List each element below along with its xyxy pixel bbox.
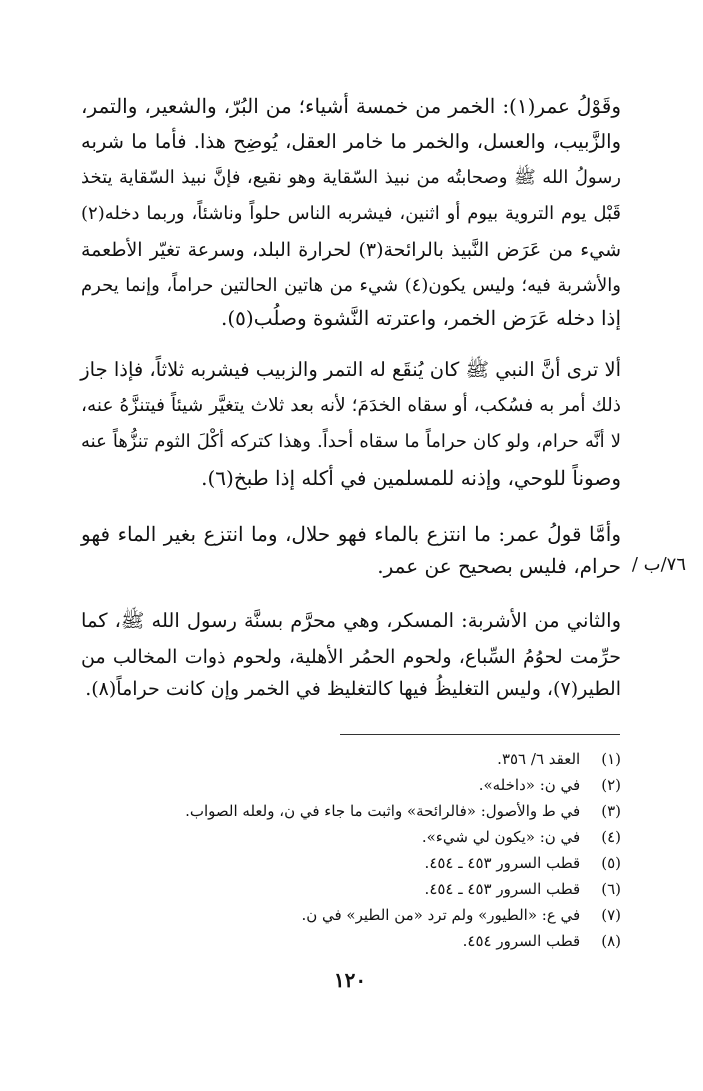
body-line: ألا ترى أنَّ النبي ﷺ كان يُنقَع له التمر والزبيب فيشربه ثلاثاً، فإذا جاز <box>80 358 621 381</box>
footnote <box>81 798 621 824</box>
body-line: لا أنَّه حرام، ولو كان حراماً ما سقاه أحداً. وهذا كتركه أكْلَ الثوم تنزُّهاً عنه <box>81 431 621 452</box>
footnote-text: قطب السرور ٤٥٣ ـ ٤٥٤. <box>424 880 581 898</box>
footnote <box>81 876 621 902</box>
body-line: رسولُ الله ﷺ وصحابتُه من نبيذ السّقاية وهو نقيع، فإنَّ نبيذ السّقاية يتخذ <box>81 167 621 188</box>
footnote-text: في ن: «داخله». <box>478 776 581 794</box>
footnote-text: قطب السرور ٤٥٣ ـ ٤٥٤. <box>424 854 581 872</box>
footnote <box>81 824 621 850</box>
footnote-number: (٦) <box>601 880 621 898</box>
footnote-text: في ع: «الطيور» ولم ترد «من الطير» في ن. <box>301 906 581 924</box>
footnote-number: (٨) <box>601 932 621 950</box>
body-line: شيء من عَرَض النَّبيذ بالرائحة(٣) لحرارة البلد، وسرعة تغيّر الأطعمة <box>81 239 621 261</box>
footnote-text: في ن: «يكون لي شيء». <box>421 828 581 846</box>
body-line: وصوناً للوحي، وإذنه للمسلمين في أكله إذا طبخ(٦). <box>201 466 621 490</box>
footnote-number: (٢) <box>601 776 621 794</box>
body-line: وأمَّا قولُ عمر: ما انتزع بالماء فهو حلال، وما انتزع بغير الماء فهو <box>81 522 621 546</box>
footnote-divider <box>340 734 620 735</box>
body-line: الطير(٧)، وليس التغليظُ فيها كالتغليظ في الخمر وإن كانت حراماً(٨). <box>85 678 621 700</box>
body-line: إذا دخله عَرَض الخمر، واعترته النَّشوة وصلُب(٥). <box>220 306 621 330</box>
margin-folio-note: ٧٦/ب / <box>631 554 686 575</box>
body-line: والأشربة فيه؛ وليس يكون(٤) شيء من هاتين الحالتين حراماً، وإنما يحرم <box>81 275 621 296</box>
footnote-number: (٥) <box>601 854 621 872</box>
body-line: حرِّمت لحوُمُ السِّباع، ولحوم الحمُر الأهلية، ولحوم ذوات المخالب من <box>81 646 621 668</box>
footnote-number: (٧) <box>601 906 621 924</box>
footnote-text: في ط والأصول: «فالرائحة» واثبت ما جاء في ن، ولعله الصواب. <box>185 802 581 820</box>
body-line: والزَّبيب، والعسل، والخمر ما خامر العقل، يُوضِح هذا. فأما ما شربه <box>81 130 621 153</box>
footnote <box>81 746 621 772</box>
page-number: ١٢٠ <box>333 968 367 992</box>
footnote <box>81 850 621 876</box>
footnote-text: قطب السرور ٤٥٤. <box>462 932 581 950</box>
footnote-number: (٤) <box>601 828 621 846</box>
body-line: ذلك أمر به فسُكب، أو سقاه الخدَمَ؛ لأنه بعد ثلاث يتغيَّر شيئاً فيتنزَّهُ عنه، <box>81 395 621 416</box>
body-line: والثاني من الأشربة: المسكر، وهي محرَّم بسنَّة رسول الله ﷺ، كما <box>81 609 621 632</box>
footnote <box>81 902 621 928</box>
footnote-number: (١) <box>601 750 621 768</box>
footnote <box>81 928 621 954</box>
body-line: وقَوْلُ عمر(١): الخمر من خمسة أشياء؛ من البُرّ، والشعير، والتمر، <box>81 94 621 118</box>
body-line: حرام، فليس بصحيح عن عمر. <box>377 554 621 578</box>
footnote-text: العقد ٦/ ٣٥٦. <box>497 750 581 768</box>
footnote-number: (٣) <box>601 802 621 820</box>
body-line: قَبْل يوم التروية بيوم أو اثنين، فيشربه الناس حلواً وناشئاً، وربما دخله(٢) <box>81 203 621 224</box>
footnote <box>81 772 621 798</box>
